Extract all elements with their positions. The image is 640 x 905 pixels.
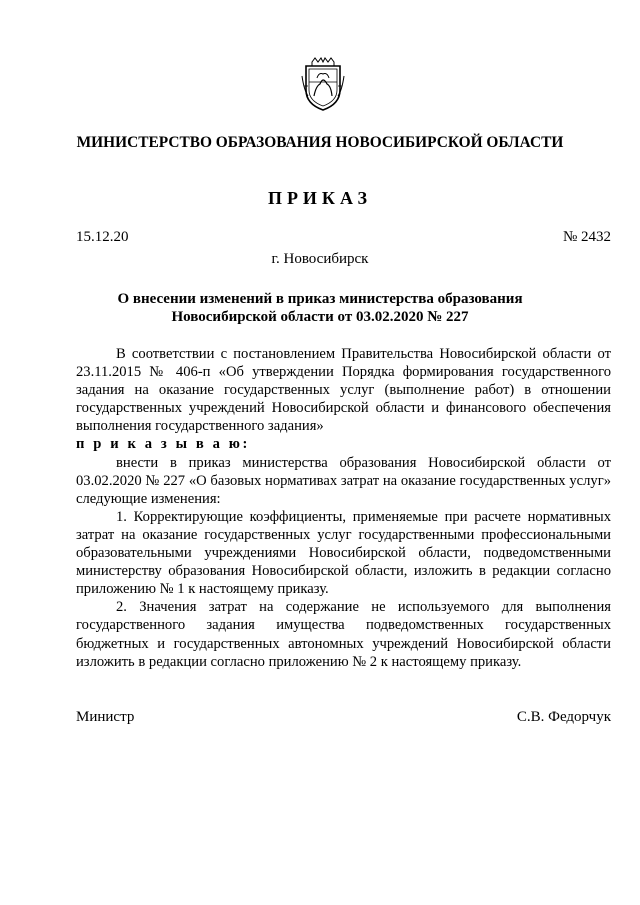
order-word: п р и к а з ы в а ю: (76, 436, 250, 453)
subject-line-2: Новосибирской области от 03.02.2020 № 227 (171, 309, 469, 325)
signatory-position: Министр (76, 709, 135, 725)
ministry-name: МИНИСТЕРСТВО ОБРАЗОВАНИЯ НОВОСИБИРСКОЙ ОБЛАСТИ (76, 134, 564, 151)
document-subject (0, 290, 640, 326)
subject-line-1: О внесении изменений в приказ министерства образования (117, 291, 523, 307)
document-date: 15.12.20 (76, 229, 129, 245)
document-body (76, 345, 611, 671)
preamble-paragraph: В соответствии с постановлением Правительства Новосибирской области от 23.11.2015 № 406-п «Об утверждении Порядка формирования государственного задания на оказание государственных услуг (выполнение работ) в отношении государственных учреждений Новосибирской области и финансового обеспечения выполнения государственного задания» (76, 346, 611, 435)
document-city: г. Новосибирск (271, 251, 369, 267)
coat-of-arms-icon (300, 56, 346, 112)
signatory-name: С.В. Федорчук (516, 709, 611, 725)
item-1-paragraph: 1. Корректирующие коэффициенты, применяемые при расчете нормативных затрат на оказание государственных услуг государственными профессиональными образовательными учреждениями Новосибирской области, подведомственными министерству образования Новосибирской области, изложить в редакции согласно приложению № 1 к настоящему приказу. (76, 508, 611, 598)
document-type: ПРИКАЗ (267, 188, 373, 208)
item-2-paragraph: 2. Значения затрат на содержание не используемого для выполнения государственного задания имущества подведомственных государственных бюджетных и государственных автономных учреждений Новосибирской области изложить в редакции согласно приложению № 2 к настоящему приказу. (76, 599, 611, 670)
intro-paragraph: внести в приказ министерства образования Новосибирской области от 03.02.2020 № 227 «О базовых нормативах затрат на оказание государственных услуг» следующие изменения: (76, 454, 611, 507)
document-number: № 2432 (562, 229, 611, 245)
